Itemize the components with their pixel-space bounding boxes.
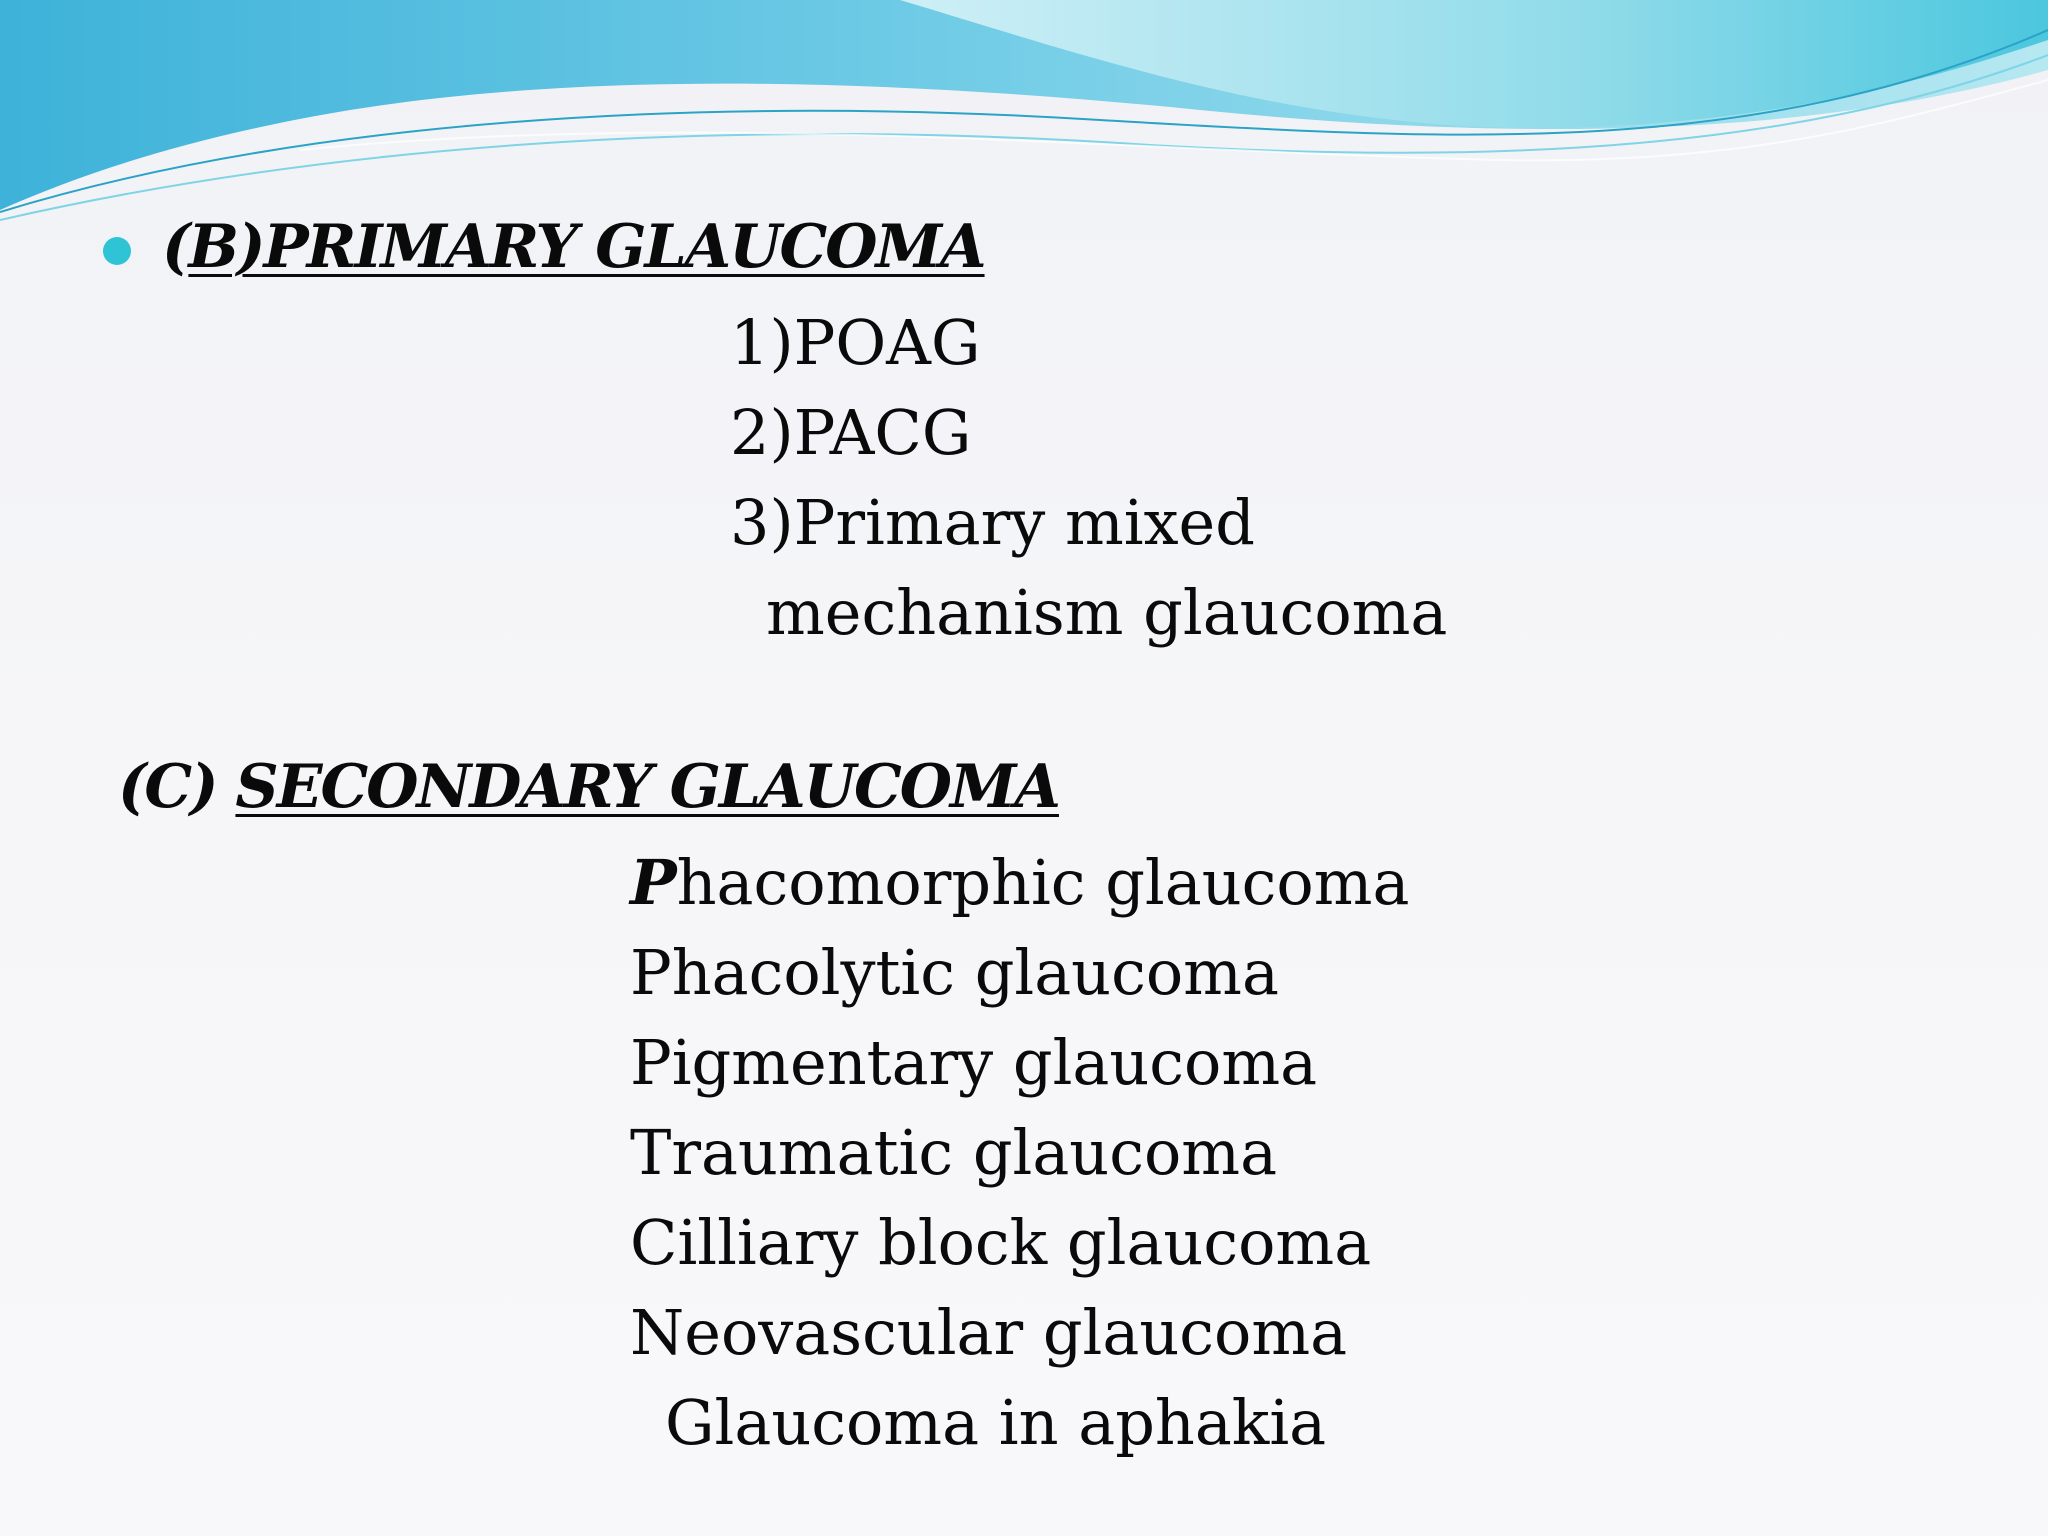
- primary-item-3-continued: mechanism glaucoma: [766, 576, 1448, 649]
- secondary-item-aphakia: Glaucoma in aphakia: [665, 1386, 1327, 1459]
- secondary-item-pigmentary: Pigmentary glaucoma: [630, 1026, 1318, 1099]
- secondary-item-cilliary-block: Cilliary block glaucoma: [630, 1206, 1372, 1279]
- primary-item-1: 1)POAG: [730, 306, 981, 379]
- secondary-item-neovascular: Neovascular glaucoma: [630, 1296, 1348, 1369]
- primary-heading: (B)PRIMARY GLAUCOMA: [162, 212, 985, 282]
- primary-item-3: 3)Primary mixed: [730, 486, 1255, 559]
- secondary-item-phacolytic: Phacolytic glaucoma: [630, 936, 1279, 1009]
- secondary-heading: (C) SECONDARY GLAUCOMA: [118, 752, 1059, 822]
- secondary-item-phacomorphic: Phacomorphic glaucoma: [630, 846, 1410, 919]
- bullet-icon: [103, 237, 131, 265]
- primary-item-2: 2)PACG: [730, 396, 972, 469]
- secondary-item-traumatic: Traumatic glaucoma: [630, 1116, 1278, 1189]
